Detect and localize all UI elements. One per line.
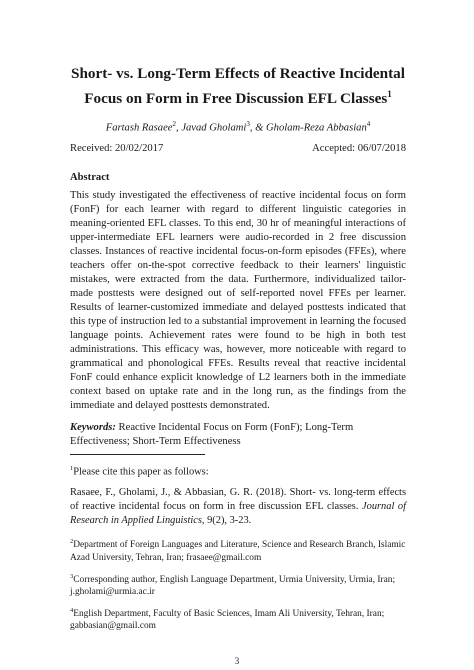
- footnote-4: [70, 605, 406, 632]
- received-date: Received: 20/02/2017: [70, 142, 164, 154]
- page-number: 3: [234, 656, 240, 666]
- author-mark: 2: [172, 120, 177, 129]
- footnote-rule: [70, 454, 205, 455]
- author-name: Javad Gholami: [181, 122, 247, 134]
- footnote-1: [70, 462, 406, 479]
- title-footnote-mark: 1: [387, 89, 392, 99]
- footnote-text: Please cite this paper as follows:: [73, 466, 209, 478]
- footnote-text: Corresponding author, English Language Department, Urmia University, Urmia, Iran; j.gholami@urmia.ac.ir: [70, 574, 396, 597]
- footnote-text: Department of Foreign Languages and Literature, Science and Research Branch, Islamic Azad University, Tehran, Iran; frasaee@gmail.com: [70, 540, 406, 563]
- footnote-mark: 3: [70, 572, 74, 580]
- footnote-mark: 2: [70, 538, 74, 546]
- abstract-heading: Abstract: [70, 171, 110, 183]
- author-line: [70, 117, 406, 136]
- footnote-mark: 1: [70, 465, 74, 472]
- keywords-text: Reactive Incidental Focus on Form (FonF); Long-Term Effectiveness; Short-Term Effectiveness: [70, 421, 354, 447]
- title-text: Short- vs. Long-Term Effects of Reactive Incidental Focus on Form in Free Discussion EFL Classes: [71, 65, 405, 108]
- paper-page: [70, 64, 406, 631]
- accepted-date: Accepted: 06/07/2018: [312, 142, 406, 154]
- footnote-text: English Department, Faculty of Basic Sciences, Imam Ali University, Tehran, Iran; gabbasian@gmail.com: [70, 608, 385, 631]
- footnote-2: [70, 536, 406, 563]
- author-mark: 4: [366, 120, 371, 129]
- author-mark: 3: [246, 120, 250, 129]
- abstract-body: This study investigated the effectiveness of reactive incidental focus on form (FonF) for each learner with regard to different linguistic categories in meaning-oriented EFL classes. To this end, 30 hr of meaningful interactions of upper-intermediate EFL learners were audio-recorded in 2 free discussion classes. Instances of reactive incidental focus-on-form episodes (FFEs), where teachers offer on-the-spot corrective feedback to their learners' linguistic mistakes, were extracted from the data. Furthermore, individualized tailor-made posttests were designed out of self-reported novel FFEs per learner. Results of learner-customized immediate and delayed posttests indicated that this type of instruction led to a substantial improvement in learning the focused language points. Achievement rates were found to be high in both test administrations. This efficacy was, however, more noticeable with regard to grammatical and phonological FFEs. Results reveal that reactive incidental FonF could enhance explicit knowledge of L2 learners both in the immediate context based on uptake rate and in the long run, as the findings from the immediate and delayed posttests demonstrated.: [70, 189, 406, 411]
- citation-journal: Journal of Research in Applied Linguistics: [70, 501, 406, 527]
- date-line: [70, 142, 406, 156]
- footnote-mark: 4: [70, 606, 74, 614]
- footnote-3: [70, 571, 406, 598]
- citation-text: Rasaee, F., Gholami, J., & Abbasian, G. R. (2018). Short- vs. long-term effects of reactive incidental focus on form in free discussion EFL classes.: [70, 487, 406, 513]
- citation-volume: , 9(2), 3-23.: [201, 515, 252, 527]
- keywords-label: Keywords:: [70, 421, 116, 433]
- author-separator: , &: [249, 122, 267, 134]
- author-separator: ,: [176, 122, 182, 134]
- author-name: Fartash Rasaee: [105, 122, 173, 134]
- paper-title: [70, 64, 406, 109]
- footnotes: [70, 462, 406, 639]
- keywords: [70, 421, 406, 449]
- author-name: Gholam-Reza Abbasian: [266, 122, 367, 134]
- citation: [70, 486, 406, 528]
